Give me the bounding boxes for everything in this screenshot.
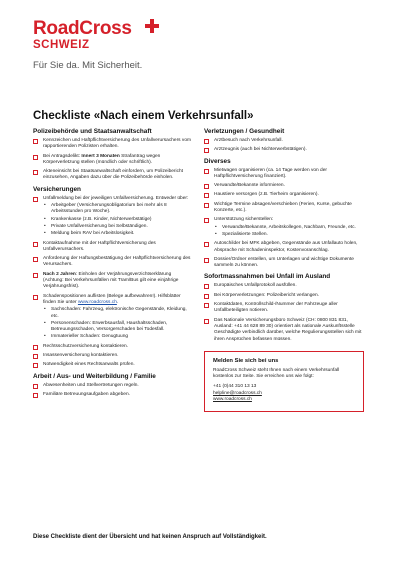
checklist-item[interactable]: Bei Antragsdelikt: Innert 3 Monaten Strafantrag wegen Körperverletzung stellen (mündlich oder schriftlich). bbox=[33, 154, 193, 167]
brand-tagline: Für Sie da. Mit Sicherheit. bbox=[33, 60, 143, 71]
section-title-injuries: Verletzungen / Gesundheit bbox=[204, 128, 285, 135]
checklist-item[interactable]: Bei Körperverletzungen: Polizeibericht verlangen. bbox=[204, 293, 364, 299]
checklist-item[interactable]: Das Nationale Versicherungsbüro Schweiz (CH: 0800 831 831, Ausland: +41 44 628 89 30) orientiert als nationale Auskunftsstelle Geschädigte verbindlich darüber, welche Regulierungsstellen sich mit ihren Ansprüchen befassen müssen. bbox=[204, 318, 364, 343]
checklist-item[interactable]: Europäisches Unfallprotokoll ausfüllen. bbox=[204, 283, 364, 289]
brand-sub: SCHWEIZ bbox=[33, 39, 90, 51]
checklist-item[interactable]: Akteneinsicht bei Staatsanwaltschaft einfordern, um Polizeibericht einzusehen, Angaben dazu über die Polizeibehörde einholen. bbox=[33, 169, 193, 182]
section-title-insurance: Versicherungen bbox=[33, 185, 81, 193]
sub-list-item: • Spezialisierte Stellen. bbox=[214, 232, 364, 238]
checkbox-icon[interactable] bbox=[204, 242, 209, 247]
checklist-item[interactable]: Rechtsschutzversicherung kontaktieren. bbox=[33, 344, 193, 350]
checkbox-icon[interactable] bbox=[33, 393, 38, 398]
contact-email-link[interactable]: helpline@roadcross.ch bbox=[213, 390, 262, 396]
checklist-item[interactable]: Schadenspositionen auflisten (Belege aufbewahren!). Hilfsblätter finden Sie unter www.roadcross.ch. • Sachschaden: Fahrzeug, elektronische Gegenstände, Kleidung, etc. • Personenschaden: Erwerbsausfall, Haushaltsschaden, Betreuungsschaden, Versorgerschaden bei Todesfall. • Immaterieller Schaden: Genugtuung bbox=[33, 294, 193, 341]
swiss-cross-icon bbox=[145, 19, 159, 33]
page-title: Checkliste «Nach einem Verkehrsunfall» bbox=[33, 110, 254, 122]
checklist-item[interactable]: Insassenversicherung kontaktieren. bbox=[33, 353, 193, 359]
contact-phone: +41 (0)44 310 13 13 bbox=[213, 384, 257, 390]
sub-list-item: • Private Unfallversicherung bei Selbständigen. bbox=[43, 224, 193, 230]
brand-name: RoadCross bbox=[33, 18, 132, 39]
left-column bbox=[33, 128, 193, 401]
checklist-item[interactable]: Notwendigkeit eines Rechtsanwalts prüfen. bbox=[33, 362, 193, 368]
checkbox-icon[interactable] bbox=[204, 169, 209, 174]
checkbox-icon[interactable] bbox=[204, 258, 209, 263]
checklist-item[interactable]: Autoschilder bei MFK abgeben, Gegenstände aus Unfallauto holen, Absprache mit Schadeninspektor, Kostenvoranschlag. bbox=[204, 241, 364, 254]
sub-list bbox=[214, 225, 364, 239]
checkbox-icon[interactable] bbox=[33, 345, 38, 350]
checklist-item[interactable]: Abwesenheiten und Stellvertretungen regeln. bbox=[33, 383, 193, 389]
checklist-item[interactable]: Arztbesuch nach Verkehrsunfall. bbox=[204, 138, 364, 144]
checklist-item[interactable]: Anforderung der Haftungsbestätigung der Haftpflichtversicherung des Verursachers. bbox=[33, 256, 193, 269]
checklist-item[interactable]: Unterstützung sicherstellen: • Verwandte/Bekannte, Arbeitskollegen, Nachbarn, Freunde, etc. • Spezialisierte Stellen. bbox=[204, 217, 364, 238]
checklist-item[interactable]: Haustiere versorgen (z.B. Tierheim organisieren). bbox=[204, 192, 364, 198]
contact-box bbox=[204, 351, 364, 412]
checkbox-icon[interactable] bbox=[33, 273, 38, 278]
checklist-item[interactable]: Kennzeichen und Haftpflichtversicherung des Unfallverursachers vom rapportierenden Polizisten erhalten. bbox=[33, 138, 193, 151]
checkbox-icon[interactable] bbox=[204, 319, 209, 324]
checkbox-icon[interactable] bbox=[33, 257, 38, 262]
checkbox-icon[interactable] bbox=[33, 242, 38, 247]
checkbox-icon[interactable] bbox=[204, 148, 209, 153]
section-title-work: Arbeit / Aus- und Weiterbildung / Familie bbox=[33, 372, 156, 380]
roadcross-link[interactable]: www.roadcross.ch bbox=[77, 299, 117, 305]
checklist-item[interactable]: Dossier/Ordner erstellen, um Unterlagen und wichtige Dokumente sammeln zu können. bbox=[204, 257, 364, 270]
checkbox-icon[interactable] bbox=[33, 384, 38, 389]
checkbox-icon[interactable] bbox=[204, 284, 209, 289]
checklist-item[interactable]: Verwandte/Bekannte informieren. bbox=[204, 183, 364, 189]
right-column bbox=[204, 128, 364, 412]
sub-list-item: • Sachschaden: Fahrzeug, elektronische Gegenstände, Kleidung, etc. bbox=[43, 307, 193, 320]
sub-list bbox=[43, 307, 193, 340]
checklist-item[interactable]: Familiäre Betreuungsaufgaben abgeben. bbox=[33, 392, 193, 398]
checkbox-icon[interactable] bbox=[33, 354, 38, 359]
checklist-item[interactable]: Wichtige Termine absagen/verschieben (Ferien, Kurse, gebuchte Konzerte, etc.). bbox=[204, 202, 364, 215]
contact-web-link[interactable]: www.roadcross.ch bbox=[213, 397, 252, 403]
sub-list-item: • Meldung beim RAV bei Arbeitslosigkeit. bbox=[43, 231, 193, 237]
contact-text: RoadCross Schweiz steht Ihnen nach einem Verkehrsunfall kostenlos zur Seite. Sie erreichen uns wie folgt: bbox=[213, 367, 340, 380]
checkbox-icon[interactable] bbox=[33, 363, 38, 368]
checklist-item[interactable]: Unfallmeldung bei der jeweiligen Unfallversicherung. Entweder über: • Arbeitgeber (Versicherungsobligatorium bei mehr als 8 Arbeitsstunden pro Woche). • Krankenkasse (z.B. Kinder, Nichterwerbstätige) • Private Unfallversicherung bei Selbständigen. • Meldung beim RAV bei Arbeitslosigkeit. bbox=[33, 196, 193, 238]
sub-list-item: • Arbeitgeber (Versicherungsobligatorium bei mehr als 8 Arbeitsstunden pro Woche). bbox=[43, 203, 193, 216]
checkbox-icon[interactable] bbox=[33, 170, 38, 175]
roadcross-logo bbox=[33, 18, 193, 80]
checklist-item[interactable]: Kontaktdaten, Kontrollschild-/Nummer der Fahrzeuge aller Unfallbeteiligten notieren. bbox=[204, 302, 364, 315]
checkbox-icon[interactable] bbox=[33, 197, 38, 202]
sub-list-item: • Immaterieller Schaden: Genugtuung bbox=[43, 334, 193, 340]
sub-list-item: • Personenschaden: Erwerbsausfall, Haushaltsschaden, Betreuungsschaden, Versorgerschaden bei Todesfall. bbox=[43, 321, 193, 334]
checkbox-icon[interactable] bbox=[33, 295, 38, 300]
section-title-police: Polizeibehörde und Staatsanwaltschaft bbox=[33, 128, 152, 135]
checklist-item[interactable]: Kontaktaufnahme mit der Haftpflichtversicherung des Unfallverursachers. bbox=[33, 241, 193, 254]
checklist-item[interactable]: Mietwagen organisieren (ca. 14 Tage werden von der Haftpflichtversicherung finanziert). bbox=[204, 168, 364, 181]
sub-list bbox=[43, 203, 193, 237]
section-title-abroad: Sofortmassnahmen bei Unfall im Ausland bbox=[204, 273, 331, 281]
checkbox-icon[interactable] bbox=[33, 155, 38, 160]
checkbox-icon[interactable] bbox=[204, 193, 209, 198]
checkbox-icon[interactable] bbox=[204, 218, 209, 223]
checkbox-icon[interactable] bbox=[204, 184, 209, 189]
sub-list-item: • Krankenkasse (z.B. Kinder, Nichterwerbstätige) bbox=[43, 217, 193, 223]
checkbox-icon[interactable] bbox=[204, 294, 209, 299]
checklist-item[interactable]: Arztzeugnis (auch bei Nichterwerbstätigen). bbox=[204, 147, 364, 153]
checkbox-icon[interactable] bbox=[204, 203, 209, 208]
sub-list-item: • Verwandte/Bekannte, Arbeitskollegen, Nachbarn, Freunde, etc. bbox=[214, 225, 364, 231]
footer-note: Diese Checkliste dient der Übersicht und hat keinen Anspruch auf Vollständigkeit. bbox=[33, 534, 267, 540]
checkbox-icon[interactable] bbox=[204, 139, 209, 144]
checklist-item[interactable]: Nach 2 Jahren: Einholen der Verjährungsverzichtserklärung (Achtung: Bei Verkehrsunfällen mit Tram/Bus gilt eine einjährige Verjährungsfrist). bbox=[33, 272, 193, 291]
contact-title: Melden Sie sich bei uns bbox=[213, 357, 279, 364]
checkbox-icon[interactable] bbox=[204, 303, 209, 308]
checkbox-icon[interactable] bbox=[33, 139, 38, 144]
section-title-misc: Diverses bbox=[204, 157, 231, 165]
